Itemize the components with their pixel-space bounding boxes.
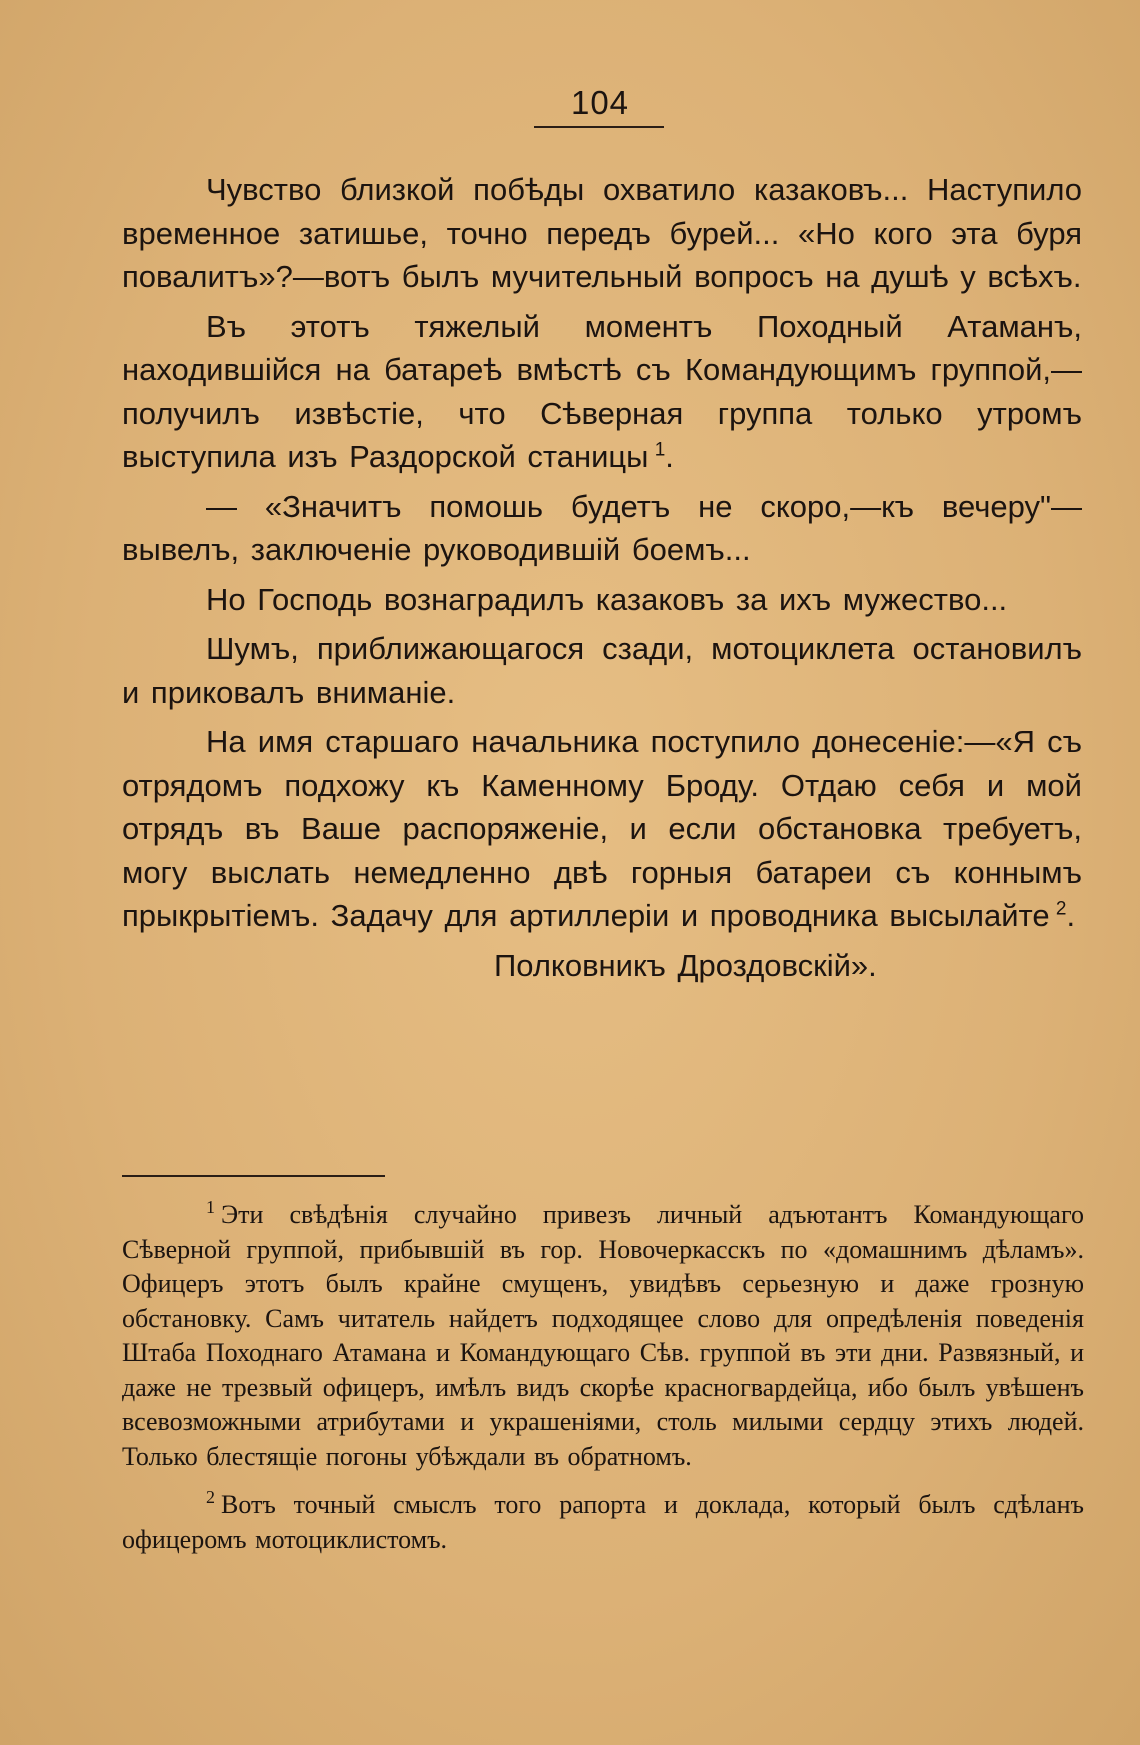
footnote-reference[interactable]: 2 bbox=[1055, 898, 1067, 920]
footnote-mark: 2 bbox=[206, 1487, 215, 1508]
paragraph: Но Господь вознаградилъ казаковъ за ихъ мужество... bbox=[206, 581, 1008, 617]
page-number-rule bbox=[534, 126, 664, 128]
footnote-mark: 1 bbox=[206, 1197, 215, 1218]
footnote: $^1$ Эти свѣдѣнія случайно привезъ личный адъютантъ Командующаго Сѣверной группой, прибывшій въ гор. Новочеркасскъ по «домашнимъ дѣламъ». Офицеръ этотъ былъ крайне смущенъ, увидѣвъ серьезную и даже грозную обстановку. Самъ читатель найдетъ подходящее слово для опредѣленія поведенія Штаба Походнаго Атамана и Командующаго Сѣв. группой въ эти дни. Развязный, и даже не трезвый офицеръ, имѣлъ видъ скорѣе красногвардейца, ибо былъ увѣшенъ всевозможными атрибутами и украшеніями, столь милыми сердцу этихъ людей. Только блестящіе погоны убѣждали въ обратномъ. bbox=[122, 1197, 1084, 1471]
paragraph: Шумъ, приближающагося сзади, мотоциклета остановилъ и приковалъ вниманіе. bbox=[122, 631, 1082, 710]
paragraph: Въ этотъ тяжелый моментъ Походный Атаманъ, находившійся на батареѣ вмѣстѣ съ Командующимъ группой,—получилъ извѣстіе, что Сѣверная группа только утромъ выступила изъ Раздорской станицы $^1$. bbox=[122, 308, 1082, 474]
paragraph: — «Значитъ помошь будетъ не скоро,—къ вечеру"—вывелъ, заключеніе руководившій боемъ... bbox=[122, 488, 1082, 567]
footnotes bbox=[122, 1198, 1084, 1571]
paragraph: Чувство близкой побѣды охватило казаковъ... Наступило временное затишье, точно передъ бурей... «Но кого эта буря повалитъ»?—вотъ былъ мучительный вопросъ на душѣ у всѣхъ. bbox=[122, 172, 1082, 294]
footnote-separator bbox=[122, 1175, 385, 1177]
footnote: $^2$ Вотъ точный смыслъ того рапорта и доклада, который былъ сдѣланъ офицеромъ мотоциклистомъ. bbox=[122, 1487, 1084, 1554]
main-text bbox=[122, 168, 1082, 993]
paragraph: На имя старшаго начальника поступило донесеніе:—«Я съ отрядомъ подхожу къ Каменному Броду. Отдаю себя и мой отрядъ въ Ваше распоряженіе, и если обстановка требуетъ, могу выслать немедленно двѣ горныя батареи съ коннымъ прыкрытіемъ. Задачу для артиллеріи и проводника высылайте $^2$. bbox=[122, 724, 1082, 933]
signature: Полковникъ Дроздовскій». bbox=[494, 947, 877, 983]
page-number: 104 bbox=[570, 84, 630, 121]
footnote-reference[interactable]: 1 bbox=[654, 439, 666, 461]
